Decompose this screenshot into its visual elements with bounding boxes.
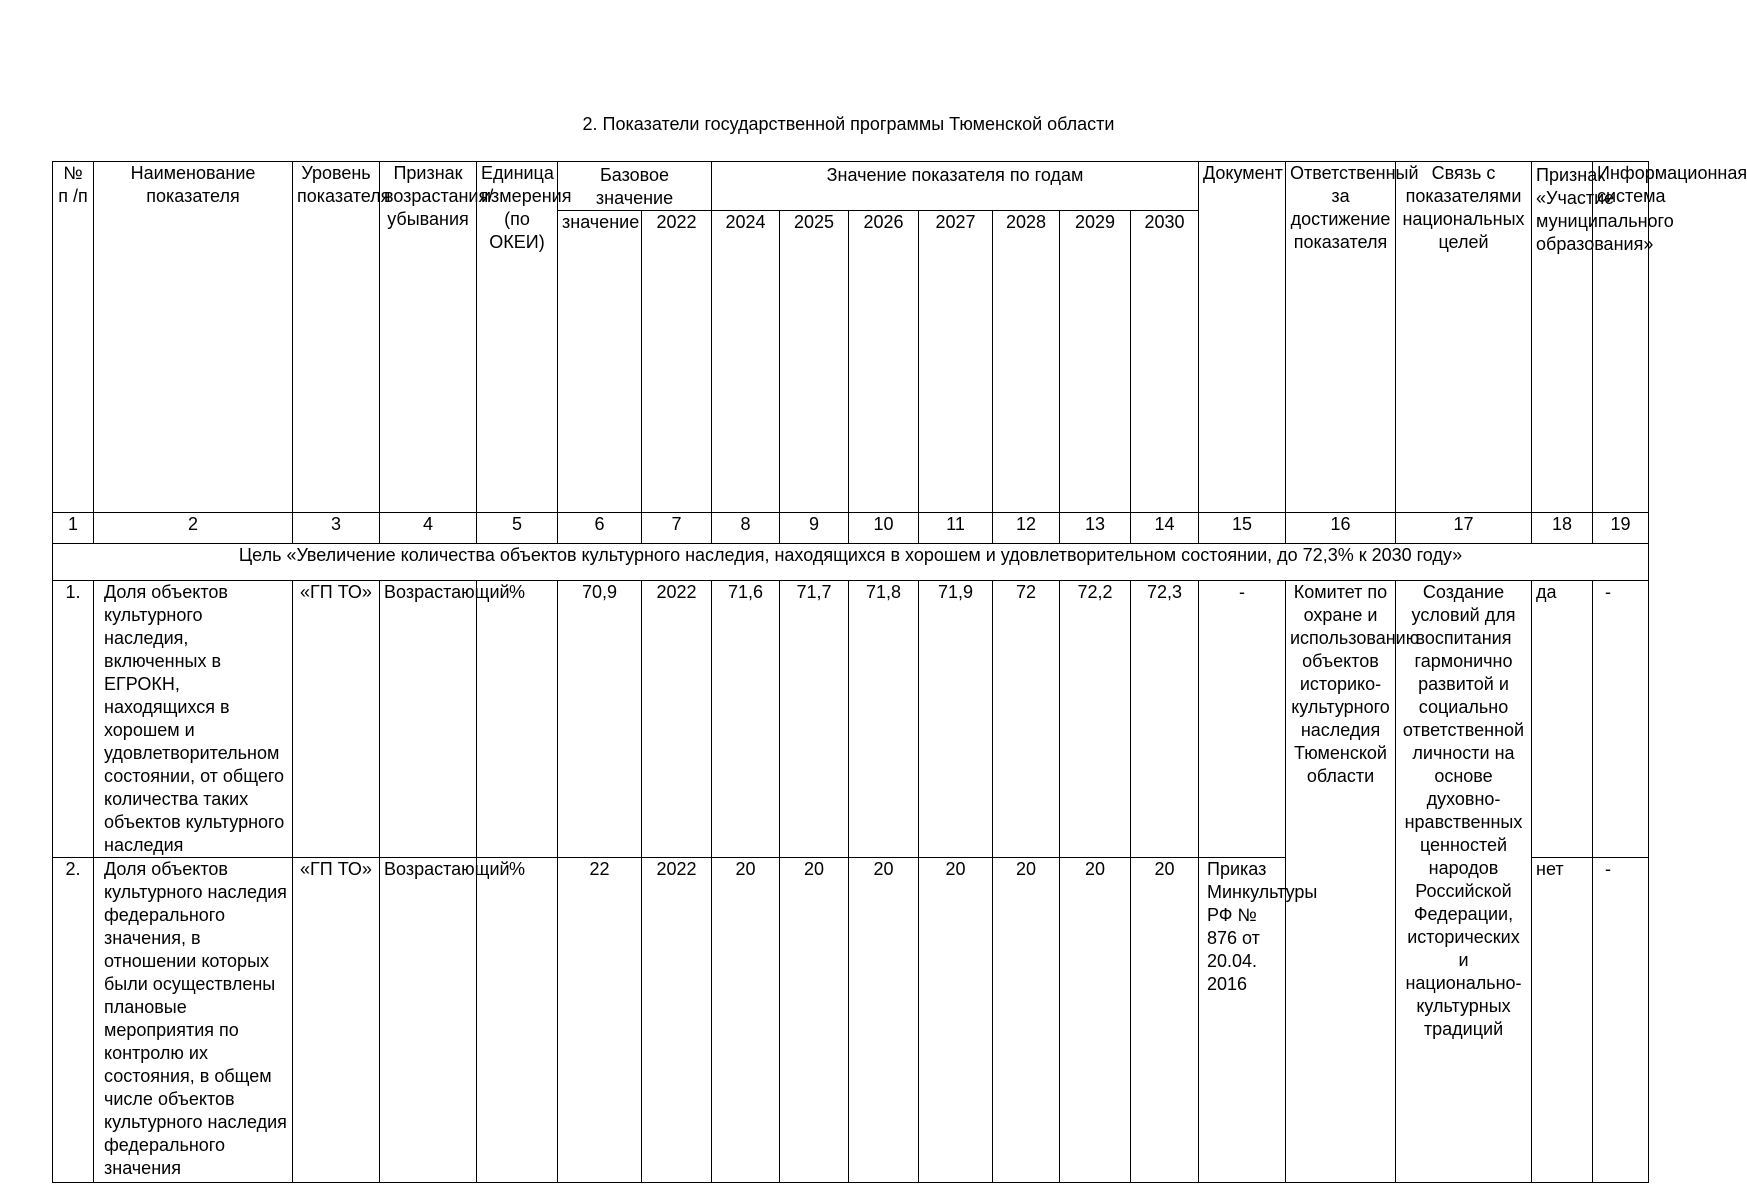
header-base-year: 2022 (642, 211, 712, 513)
row-name: Доля объектов культурного наследия, включенных в ЕГРОКН, находящихся в хорошем и удовлетворительном состоянии, от общего количества таких объектов культурного наследия (94, 581, 293, 858)
table-row (53, 581, 1649, 858)
row-value-2028: 20 (993, 858, 1060, 1183)
row-value-2028: 72 (993, 581, 1060, 858)
row-value-2026: 71,8 (849, 581, 919, 858)
row-base-year: 2022 (642, 581, 712, 858)
column-numbers-row (53, 513, 1649, 544)
national-goals-link-cell: Создание условий для воспитания гармонично развитой и социально ответственной личности на основе духовно-нравственных ценностей народов Российской Федерации, исторических и национально-культурных традиций (1396, 581, 1532, 1183)
indicators-table (52, 161, 1747, 1183)
header-document: Документ (1199, 162, 1286, 513)
header-year-2029: 2029 (1060, 211, 1131, 513)
header-year-2025: 2025 (780, 211, 849, 513)
row-base-value: 70,9 (558, 581, 642, 858)
header-year-2026: 2026 (849, 211, 919, 513)
row-sign: Возрастающий (380, 581, 477, 858)
column-number: 18 (1532, 513, 1593, 544)
column-number: 5 (477, 513, 558, 544)
row-municipal: нет (1532, 858, 1593, 1183)
row-level: «ГП ТО» (293, 581, 380, 858)
row-value-2026: 20 (849, 858, 919, 1183)
row-unit: % (477, 858, 558, 1183)
column-number: 6 (558, 513, 642, 544)
column-number: 16 (1286, 513, 1396, 544)
column-number: 3 (293, 513, 380, 544)
header-unit: Единица измерения (по ОКЕИ) (477, 162, 558, 513)
header-base-group: Базовое значение (558, 162, 712, 211)
row-infosystem: - (1593, 858, 1649, 1183)
column-number: 7 (642, 513, 712, 544)
header-year-2024: 2024 (712, 211, 780, 513)
header-num: № п /п (53, 162, 94, 513)
row-value-2027: 71,9 (919, 581, 993, 858)
header-level: Уровень показателя (293, 162, 380, 513)
column-number: 8 (712, 513, 780, 544)
header-link: Связь с показателями национальных целей (1396, 162, 1532, 513)
row-num: 2. (53, 858, 94, 1183)
column-number: 4 (380, 513, 477, 544)
row-value-2024: 71,6 (712, 581, 780, 858)
column-number: 17 (1396, 513, 1532, 544)
responsible-cell: Комитет по охране и использованию объектов историко-культурного наследия Тюменской области (1286, 581, 1396, 1183)
column-number: 9 (780, 513, 849, 544)
row-value-2029: 72,2 (1060, 581, 1131, 858)
row-value-2025: 71,7 (780, 581, 849, 858)
column-number: 1 (53, 513, 94, 544)
row-value-2024: 20 (712, 858, 780, 1183)
row-value-2029: 20 (1060, 858, 1131, 1183)
document-title: 2. Показатели государственной программы Тюменской области (582, 114, 1115, 134)
row-municipal: да (1532, 581, 1593, 858)
column-number: 19 (1593, 513, 1649, 544)
row-unit: % (477, 581, 558, 858)
goal-row: Цель «Увеличение количества объектов культурного наследия, находящихся в хорошем и удовлетворительном состоянии, до 72,3% к 2030 году» (53, 544, 1649, 581)
row-document: - (1199, 581, 1286, 858)
column-number: 13 (1060, 513, 1131, 544)
column-number: 2 (94, 513, 293, 544)
row-level: «ГП ТО» (293, 858, 380, 1183)
header-responsible: Ответственный за достижение показателя (1286, 162, 1396, 513)
header-year-2030: 2030 (1131, 211, 1199, 513)
column-number: 15 (1199, 513, 1286, 544)
row-value-2025: 20 (780, 858, 849, 1183)
row-num: 1. (53, 581, 94, 858)
column-number: 10 (849, 513, 919, 544)
header-base-value: значение (558, 211, 642, 513)
row-base-value: 22 (558, 858, 642, 1183)
header-sign: Признак возрастания/ убывания (380, 162, 477, 513)
row-infosystem: - (1593, 581, 1649, 858)
header-year-2028: 2028 (993, 211, 1060, 513)
row-name: Доля объектов культурного наследия федерального значения, в отношении которых были осуществлены плановые мероприятия по контролю их состояния, в общем числе объектов культурного наследия федерального значения (94, 858, 293, 1183)
column-number: 12 (993, 513, 1060, 544)
header-year-2027: 2027 (919, 211, 993, 513)
row-value-2030: 20 (1131, 858, 1199, 1183)
header-name: Наименование показателя (94, 162, 293, 513)
header-municipal: Признак «Участие муниципального образования» (1532, 162, 1593, 513)
row-sign: Возрастающий (380, 858, 477, 1183)
column-number: 11 (919, 513, 993, 544)
row-base-year: 2022 (642, 858, 712, 1183)
row-document: Приказ Минкультуры РФ № 876 от 20.04. 2016 (1199, 858, 1286, 1183)
column-number: 14 (1131, 513, 1199, 544)
header-infosystem: Информационная система (1593, 162, 1649, 513)
row-value-2027: 20 (919, 858, 993, 1183)
header-years-group: Значение показателя по годам (712, 162, 1199, 211)
row-value-2030: 72,3 (1131, 581, 1199, 858)
